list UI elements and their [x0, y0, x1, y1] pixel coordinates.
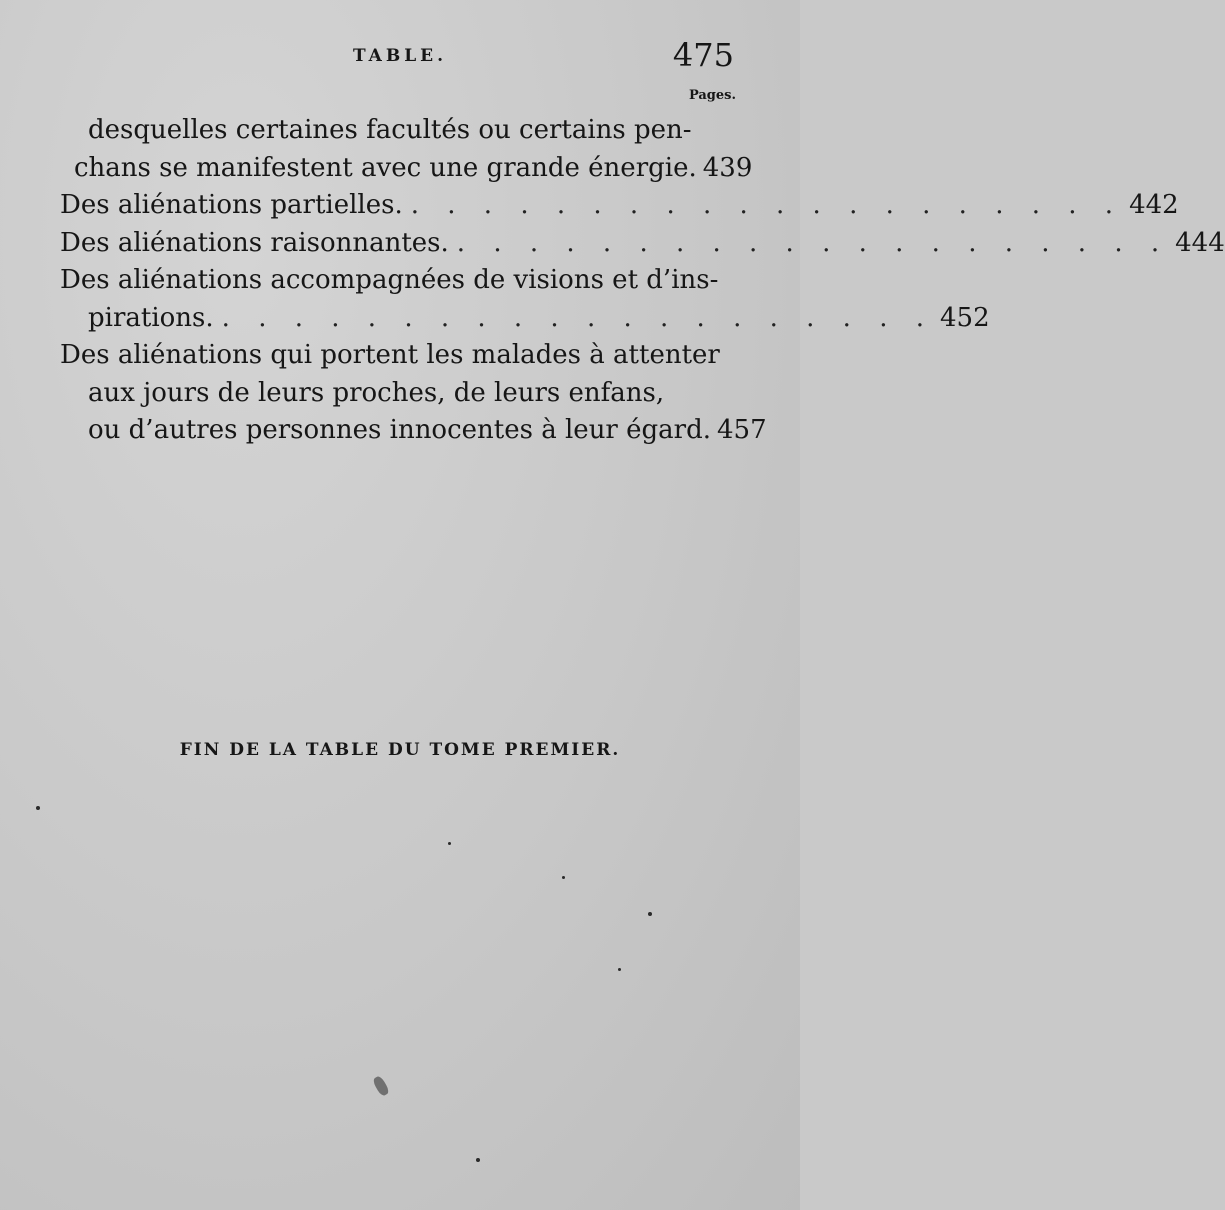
dot-leader: . . . . . . . . . . . . . . . . . . . .: [410, 190, 1124, 220]
toc-entry-page: 442: [1129, 190, 1179, 220]
toc-entry-line: [60, 150, 753, 188]
toc-entry-text: chans se manifestent avec une grande énergie.: [74, 152, 697, 183]
toc-entry-line: [60, 225, 1225, 263]
dot-leader: . . . . . . . . . . . . . . . . . . . .: [221, 302, 934, 333]
toc-entry-text: Des aliénations partielles.: [60, 190, 403, 220]
toc-entry-line: [60, 187, 1179, 225]
toc-entry-line: [60, 375, 740, 413]
toc-entry-page: 457: [717, 415, 767, 445]
toc-entry-text: Des aliénations accompagnées de visions et d’ins-: [60, 265, 719, 295]
toc-entry-text: aux jours de leurs proches, de leurs enfans,: [88, 377, 665, 408]
end-of-table-notice: FIN DE LA TABLE DU TOME PREMIER.: [179, 740, 621, 760]
pages-column-label: Pages.: [688, 88, 736, 103]
toc-entry-line: [60, 412, 767, 450]
paper-speck: [372, 1075, 391, 1097]
toc-entry-page: 444: [1175, 227, 1225, 258]
paper-speck: [476, 1158, 480, 1162]
toc-entry-text: desquelles certaines facultés ou certains pen-: [88, 115, 692, 145]
paper-speck: [36, 806, 40, 810]
dot-leader: . . . . . . . . . . . . . . . . . . . .: [456, 227, 1170, 258]
paper-speck: [618, 968, 621, 971]
toc-entry-page: 452: [940, 302, 990, 333]
paper-speck: [448, 842, 451, 845]
toc-entry-line: [60, 337, 740, 375]
toc-entry-text: Des aliénations raisonnantes.: [60, 227, 449, 258]
table-of-contents: [60, 112, 1225, 450]
paper-speck: [648, 912, 652, 916]
toc-entry-text: ou d’autres personnes innocentes à leur égard.: [88, 415, 711, 445]
toc-entry-line: [60, 112, 740, 150]
running-head-title: TABLE.: [352, 46, 448, 66]
toc-entry-line: [60, 300, 990, 338]
paper-speck: [562, 876, 565, 879]
toc-entry-text: Des aliénations qui portent les malades à attenter: [60, 340, 720, 370]
toc-entry-line: [60, 262, 740, 300]
toc-entry-text: pirations.: [88, 302, 214, 333]
page-number: 475: [672, 36, 734, 74]
toc-entry-page: 439: [702, 152, 753, 183]
